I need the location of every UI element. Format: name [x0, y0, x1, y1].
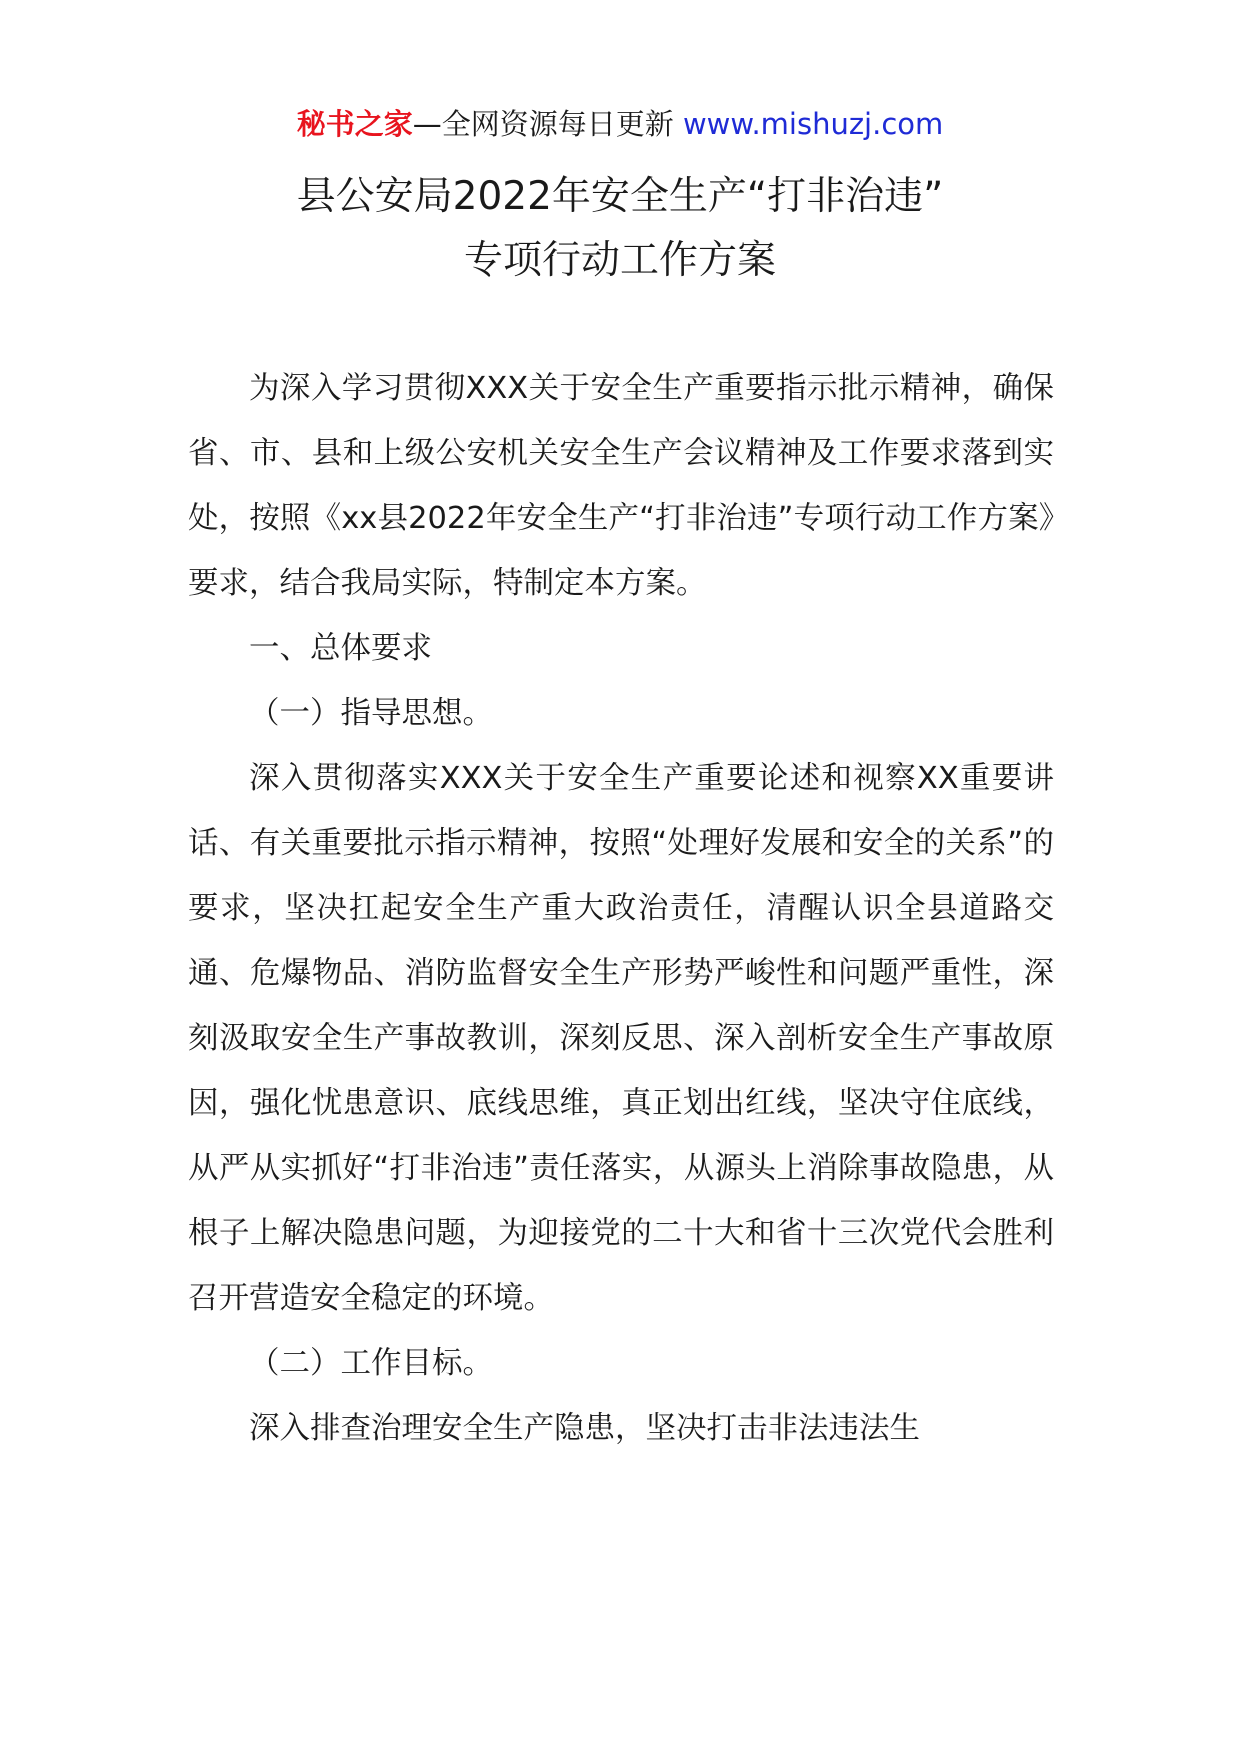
subsection-heading-guiding-ideology: （一）指导思想。 [249, 696, 493, 731]
document-title [0, 165, 1240, 293]
site-url-link[interactable]: www.mishuzj.com [682, 107, 944, 141]
section-heading-general-requirements: 一、总体要求 [249, 631, 432, 666]
guiding-ideology-paragraph: 深入贯彻落实XXX关于安全生产重要论述和视察XX重要讲话、有关重要批示指示精神，按照“处理好发展和安全的关系”的要求，坚决扛起安全生产重大政治责任，清醒认识全县道路交通、危爆物品、消防监督安全生产形势严峻性和问题严重性，深刻汲取安全生产事故教训，深刻反思、深入剖析安全生产事故原因，强化忧患意识、底线思维，真正划出红线，坚决守住底线，从严从实抓好“打非治违”责任落实，从源头上消除事故隐患，从根子上解决隐患问题，为迎接党的二十大和省十三次党代会胜利召开营造安全稳定的环境。 [188, 761, 1054, 1316]
title-line-2: 专项行动工作方案 [463, 238, 776, 283]
intro-paragraph: 为深入学习贯彻XXX关于安全生产重要指示批示精神，确保省、市、县和上级公安机关安全生产会议精神及工作要求落到实处，按照《xx县2022年安全生产“打非治违”专项行动工作方案》要求，结合我局实际，特制定本方案。 [188, 371, 1054, 601]
work-goals-paragraph: 深入排查治理安全生产隐患，坚决打击非法违法生 [249, 1411, 920, 1446]
header-tagline: —全网资源每日更新 [412, 107, 674, 141]
site-header-banner [0, 104, 1240, 144]
document-body [188, 356, 1054, 1461]
title-line-1: 县公安局2022年安全生产“打非治违” [296, 174, 944, 219]
brand-name: 秘书之家 [296, 107, 413, 141]
subsection-heading-work-goals: （二）工作目标。 [249, 1346, 493, 1381]
